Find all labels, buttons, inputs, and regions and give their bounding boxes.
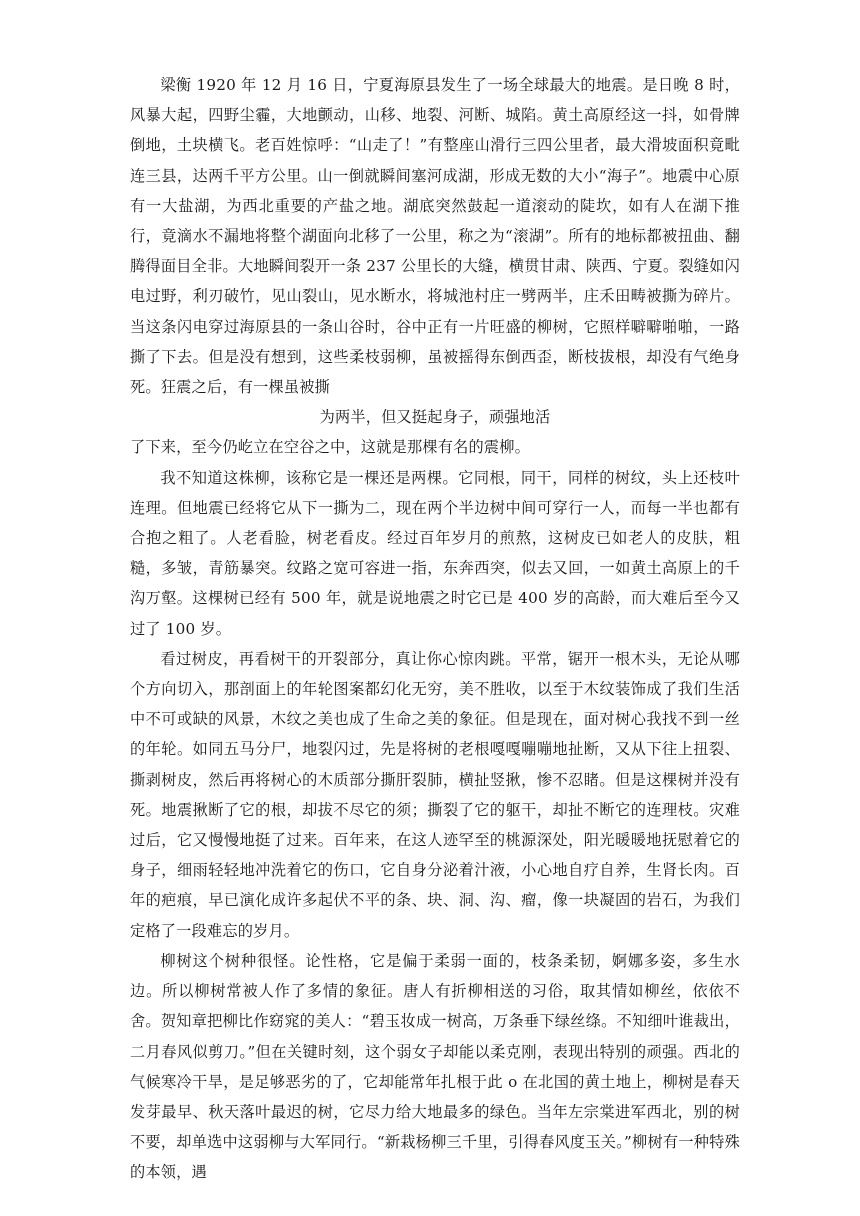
paragraph-1-tail: 了下来，至今仍屹立在空谷之中，这就是那棵有名的震柳。 [130, 438, 531, 457]
paragraph-1: 梁衡 1920 年 12 月 16 日，宁夏海原县发生了一场全球最大的地震。是日晚 8 时，风暴大起，四野尘霾，大地颤动，山移、地裂、河断、城陷。黄土高原经这一抖，如骨牌倒地，土块横飞。老百姓惊呼：“山走了！”有整座山滑行三四公里者，最大滑坡面积竟毗连三县，达两千平方公里。山一倒就瞬间塞河成湖，形成无数的大小“海子”。地震中心原有一大盐湖，为西北重要的产盐之地。湖底突然鼓起一道滚动的陡坎，如有人在湖下推行，竟滴水不漏地将整个湖面向北移了一公里，称之为“滚湖”。所有的地标都被扭曲、翻腾得面目全非。大地瞬间裂开一条 237 公里长的大缝，横贯甘肃、陕西、宁夏。裂缝如闪电过野，利刃破竹，见山裂山，见水断水，将城池村庄一劈两半，庄禾田畴被撕为碎片。当这条闪电穿过海原县的一条山谷时，谷中正有一片旺盛的柳树，它照样噼噼啪啪，一路撕了下去。但是没有想到，这些柔枝弱柳，虽被摇得东倒西歪，断枝拔根，却没有气绝身死。狂震之后，有一棵虽被撕 [130, 76, 740, 397]
paragraph-4: 柳树这个树种很怪。论性格，它是偏于柔弱一面的，枝条柔韧，婀娜多姿，多生水边。所以柳树常被人作了多情的象征。唐人有折柳相送的习俗，取其情如柳丝，依依不舍。贺知章把柳比作窈窕的美人：“碧玉妆成一树高，万条垂下绿丝绦。不知细叶谁裁出，二月春风似剪刀。”但在关键时刻，这个弱女子却能以柔克刚，表现出特别的顽强。西北的气候寒冷干旱，是足够恶劣的了，它却能常年扎根于此 o 在北国的黄土地上，柳树是春天发芽最早、秋天落叶最迟的树，它尽力给大地最多的绿色。当年左宗棠进军西北，别的树不要，却单选中这弱柳与大军同行。“新栽杨柳三千里，引得春风度玉关。”柳树有一种特殊的本领，遇 [130, 951, 740, 1182]
paragraph-3: 看过树皮，再看树干的开裂部分，真让你心惊肉跳。平常，锯开一根木头，无论从哪个方向切入，那剖面上的年轮图案都幻化无穷，美不胜收，以至于木纹装饰成了我们生活中不可或缺的风景，木纹之美也成了生命之美的象征。但是现在，面对树心我找不到一丝的年轮。如同五马分尸，地裂闪过，先是将树的老根嘎嘎嘣嘣地扯断，又从下往上扭裂、撕剥树皮，然后再将树心的木质部分撕肝裂肺，横扯竖揪，惨不忍睹。但是这棵树并没有死。地震揪断了它的根，却拔不尽它的须；撕裂了它的躯干，却扯不断它的连理枝。灾难过后，它又慢慢地挺了过来。百年来，在这人迹罕至的桃源深处，阳光暖暖地抚慰着它的身子，细雨轻轻地冲洗着它的伤口，它自身分泌着汁液，小心地自疗自养，生肾长肉。百年的疤痕，早已演化成许多起伏不平的条、块、洞、沟、瘤，像一块凝固的岩石，为我们定格了一段难忘的岁月。 [130, 649, 740, 940]
paragraph-1-centered-line: 为两半，但又挺起身子，顽强地活 [319, 408, 551, 427]
paragraph-2: 我不知道这株柳，该称它是一棵还是两棵。它同根，同干，同样的树纹，头上还枝叶连理。但地震已经将它从下一撕为二，现在两个半边树中间可穿行一人，而每一半也都有合抱之粗了。人老看脸，树老看皮。经过百年岁月的煎熬，这树皮已如老人的皮肤，粗糙，多皱，青筋暴突。纹路之宽可容进一指，东奔西突，似去又回，一如黄土高原上的千沟万壑。这棵树已经有 500 年，就是说地震之时它已是 400 岁的高龄，而大难后至今又过了 100 岁。 [130, 468, 740, 638]
document-page [130, 70, 740, 1188]
